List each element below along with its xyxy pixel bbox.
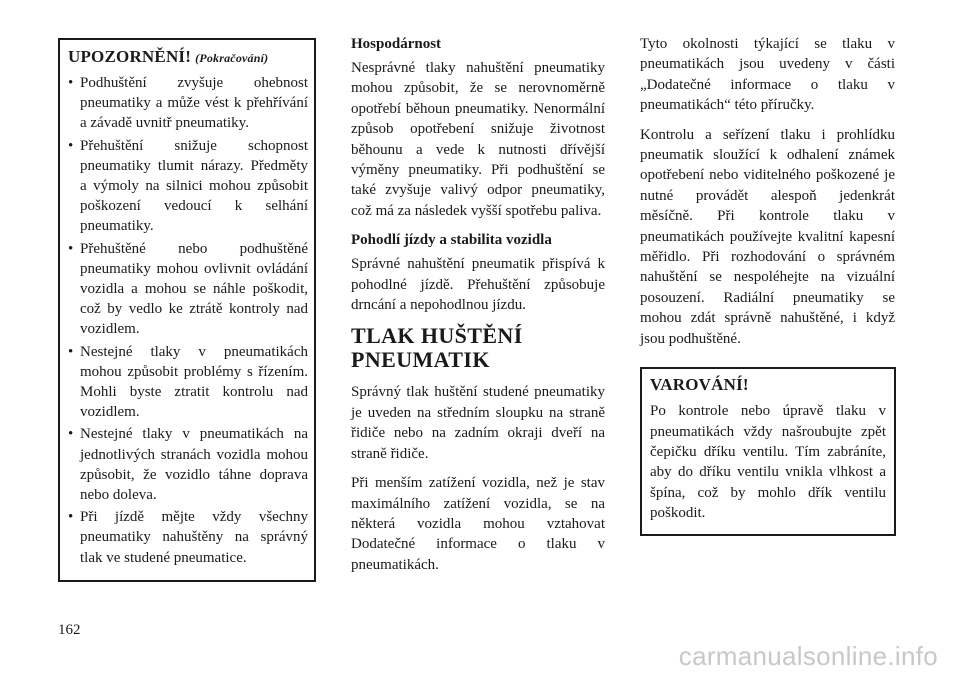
- warning-text: Po kontrole nebo úpravě tlaku v pneumatikách vždy našroubujte zpět čepičku dříku ventilu. Tím zabráníte, aby do dříku ventilu vnikla vlhkost a špína, což by mohlo dřík ventilu poškodit.: [650, 403, 886, 522]
- economy-heading: Hospodárnost: [351, 36, 442, 52]
- right-column: [640, 34, 895, 536]
- section-title: TLAK HUŠTĚNÍ PNEUMATIK: [351, 323, 523, 373]
- middle-column: [351, 34, 605, 584]
- caution-bullet: • Podhuštění zvyšuje ohebnost pneumatiky a může vést k přehřívání a závadě uvnitř pneumatiky.: [68, 75, 308, 132]
- page-number: 162: [58, 622, 81, 638]
- comfort-paragraph: Správné nahuštění pneumatik přispívá k pohodlné jízdě. Přehuštění způsobuje drncání a nepohodlnou jízdu.: [351, 256, 605, 314]
- economy-paragraph: Nesprávné tlaky nahuštění pneumatiky mohou způsobit, že se nerovnoměrně opotřebí běhoun pneumatiky. Nenormální způsob opotřebení snižuje životnost běhounu a vede k nutnosti dřívější výměny pneumatiky. Při podhuštění se také zvyšuje valivý odpor pneumatiky, což má za následek vyšší spotřebu paliva.: [351, 60, 605, 219]
- caution-continued: (Pokračování): [195, 51, 269, 65]
- caution-bullet: • Přehuštění snižuje schopnost pneumatiky tlumit nárazy. Předměty a výmoly na silnici mohou způsobit poškození vedoucí k selhání pneumatiky.: [68, 137, 308, 235]
- comfort-heading: Pohodlí jízdy a stabilita vozidla: [351, 232, 552, 249]
- caution-bullet: • Nestejné tlaky v pneumatikách mohou způsobit problémy s řízením. Mohli byste ztratit kontrolu nad vozidlem.: [68, 343, 308, 421]
- pressure-paragraph-2: Při menším zatížení vozidla, než je stav maximálního zatížení vozidla, se na některá vozidla mohou vztahovat Dodatečné informace o tlaku v pneumatikách.: [351, 475, 605, 573]
- caution-bullet: • Při jízdě mějte vždy všechny pneumatiky nahuštěny na správný tlak ve studené pneumatice.: [68, 509, 308, 566]
- right-paragraph-1: Tyto okolnosti týkající se tlaku v pneumatikách jsou uvedeny v části „Dodatečné informace o tlaku v pneumatikách“ této příručky.: [640, 36, 895, 114]
- caution-bullet: • Přehuštěné nebo podhuštěné pneumatiky mohou ovlivnit ovládání vozidla a mohou se náhle poškodit, což by vedlo ke ztrátě kontroly nad vozidlem.: [68, 240, 308, 338]
- watermark: carmanualsonline.info: [678, 641, 938, 671]
- left-column: [58, 38, 316, 582]
- caution-title: [68, 47, 308, 67]
- warning-title: VAROVÁNÍ!: [650, 375, 749, 395]
- caution-bullet-list: [68, 73, 308, 568]
- pressure-paragraph-1: Správný tlak huštění studené pneumatiky je uveden na středním sloupku na straně řidiče nebo na zadním okraji dveří na straně řidiče.: [351, 384, 605, 462]
- caution-title-text: UPOZORNĚNÍ!: [68, 47, 192, 66]
- right-paragraph-2: Kontrolu a seřízení tlaku i prohlídku pneumatik sloužící k odhalení známek opotřebení nebo viditelného poškozené je nutné provádět alespoň jedenkrát měsíčně. Při kontrole tlaku v pneumatikách používejte kvalitní kapesní měřidlo. Při rozhodování o správném nahuštění se nespoléhejte na vizuální posouzení. Radiální pneumatiky se mohou zdát správně nahuštěné, i když jsou podhuštěné.: [640, 126, 895, 347]
- caution-box: [58, 38, 316, 582]
- caution-bullet: • Nestejné tlaky v pneumatikách na jednotlivých stranách vozidla mohou způsobit, že vozidlo táhne doprava nebo doleva.: [68, 426, 308, 504]
- warning-box: [640, 367, 896, 535]
